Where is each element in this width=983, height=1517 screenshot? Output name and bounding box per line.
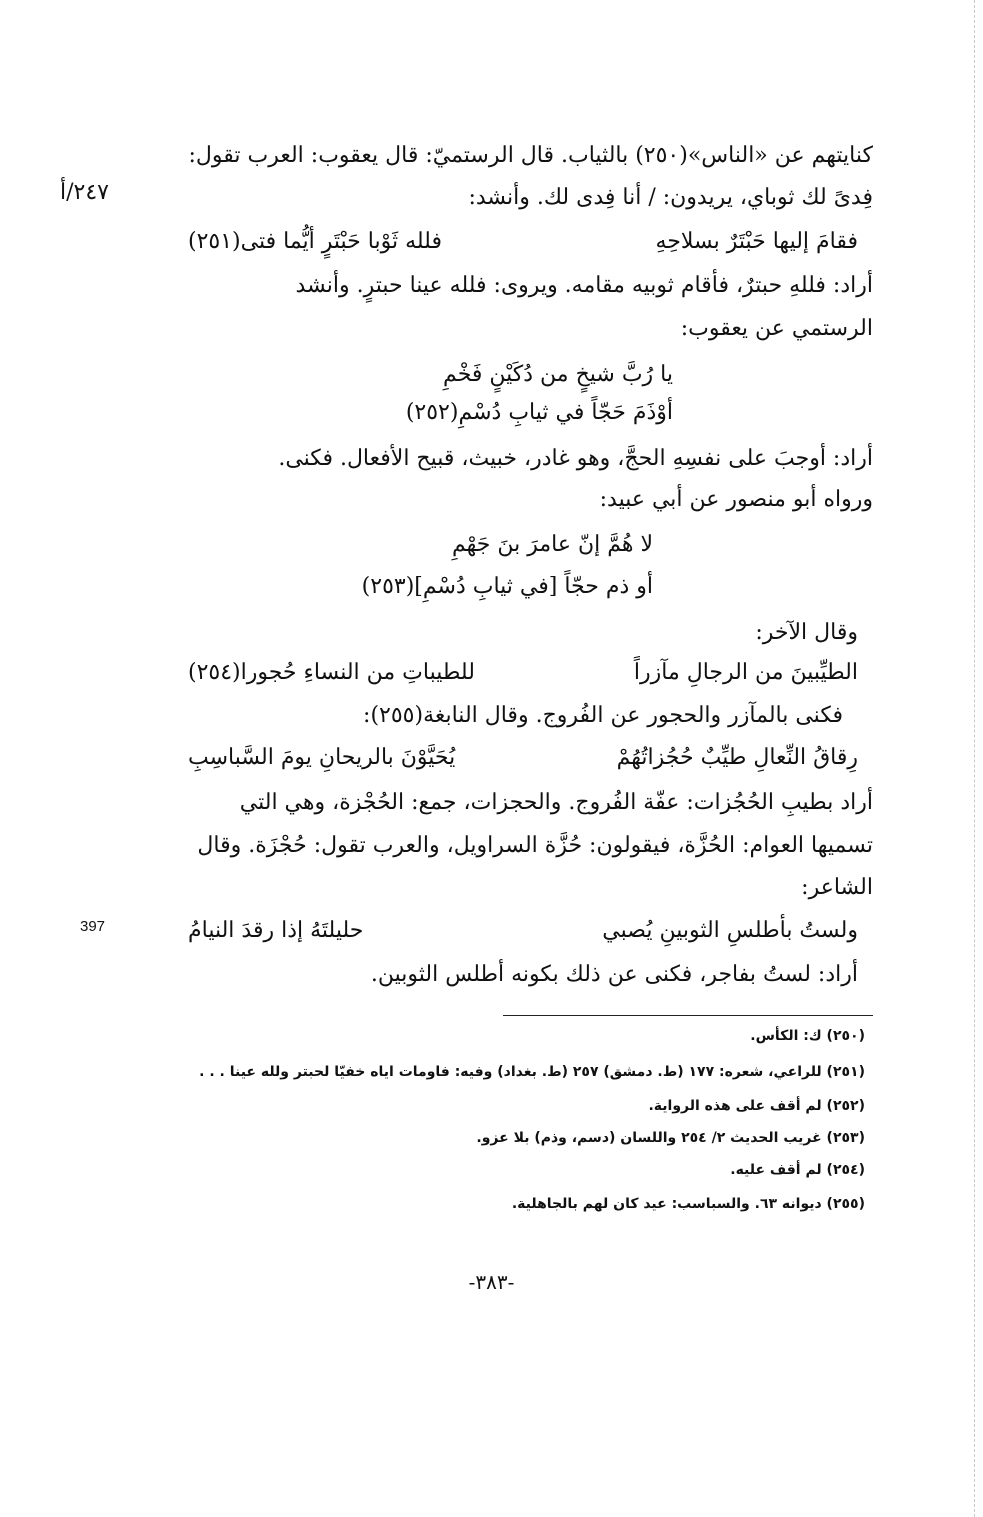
verse-2-second-hemistich: للطيباتِ من النساءِ حُجورا(٢٥٤) xyxy=(188,660,475,685)
body-line-6: ورواه أبو منصور عن أبي عبيد: xyxy=(599,487,873,512)
rajaz-line-4: أو ذم حجّاً [في ثيابِ دُسْمِ](٢٥٣) xyxy=(361,574,653,599)
body-line-8: فكنى بالمآزر والحجور عن الفُروج. وقال النابغة(٢٥٥): xyxy=(363,703,843,728)
body-line-1: كنايتهم عن «الناس»(٢٥٠) بالثياب. قال الرستميّ: قال يعقوب: العرب تقول: xyxy=(188,143,873,168)
margin-folio-reference: ٢٤٧/أ xyxy=(60,180,109,205)
body-line-3: أراد: فللهِ حبترٌ، فأقام ثوبيه مقامه. ويروى: فلله عينا حبترٍ. وأنشد xyxy=(295,273,873,298)
verse-2 xyxy=(188,660,858,686)
verse-1 xyxy=(188,229,858,255)
rajaz-line-2: أوْذَمَ حَجّاً في ثيابِ دُسْمِ(٢٥٢) xyxy=(405,400,673,425)
body-line-2: فِدىً لك ثوباي، يريدون: / أنا فِدى لك. وأنشد: xyxy=(468,185,873,210)
body-line-12: أراد: لستُ بفاجر، فكنى عن ذلك بكونه أطلس الثوبين. xyxy=(370,962,858,987)
verse-4-first-hemistich: ولستُ بأطلسِ الثوبينِ يُصبي xyxy=(602,918,858,943)
footnote-252: (٢٥٢) لم أقف على هذه الرواية. xyxy=(648,1098,865,1114)
verse-4-second-hemistich: حليلتَهُ إذا رقدَ النيامُ xyxy=(188,918,364,943)
verse-3-first-hemistich: رِقاقُ النِّعالِ طيِّبٌ حُجُزاتُهُمْ xyxy=(616,745,858,770)
footnote-255: (٢٥٥) ديوانه ٦٣. والسباسب: عيد كان لهم بالجاهلية. xyxy=(511,1196,865,1212)
verse-3-second-hemistich: يُحَيَّوْنَ بالريحانِ يومَ السَّباسِبِ xyxy=(188,745,456,770)
footnote-251: (٢٥١) للراعي، شعره: ١٧٧ (ط. دمشق) ٢٥٧ (ط. بغداد) وفيه: فاومات اياه خفيّا لحبتر ولله عينا . . . xyxy=(199,1064,865,1080)
body-line-10: تسميها العوام: الحُزَّة، فيقولون: حُزَّة السراويل، والعرب تقول: حُجْزَة. وقال xyxy=(197,833,873,858)
verse-3 xyxy=(188,745,858,771)
verse-1-first-hemistich: فقامَ إليها حَبْتَرٌ بسلاحِهِ xyxy=(655,229,858,254)
verse-2-first-hemistich: الطيِّبينَ من الرجالِ مآزراً xyxy=(633,660,858,685)
page-number: -٣٨٣- xyxy=(468,1270,515,1294)
scan-page-number: 397 xyxy=(80,918,106,935)
rajaz-line-3: لا هُمَّ إنّ عامرَ بنَ جَهْمِ xyxy=(451,532,653,557)
footnote-250: (٢٥٠) ك: الكأس. xyxy=(750,1028,865,1044)
footnote-253: (٢٥٣) غريب الحديث ٢/ ٢٥٤ واللسان (دسم، وذم) بلا عزو. xyxy=(476,1130,865,1146)
body-line-4: الرستمي عن يعقوب: xyxy=(680,316,873,341)
footnote-separator xyxy=(503,1015,873,1016)
body-line-11: الشاعر: xyxy=(801,875,873,900)
rajaz-line-1: يا رُبَّ شيخٍ من دُكَيْنٍ فَخْمِ xyxy=(443,362,673,387)
verse-4 xyxy=(188,918,858,944)
body-line-5: أراد: أوجبَ على نفسِهِ الحجَّ، وهو غادر، خبيث، قبيح الأفعال. فكنى. xyxy=(278,446,873,471)
body-line-7: وقال الآخر: xyxy=(755,620,858,645)
footnote-254: (٢٥٤) لم أقف عليه. xyxy=(730,1162,865,1178)
verse-1-second-hemistich: فلله ثَوْبا حَبْتَرٍ أيُّما فتى(٢٥١) xyxy=(188,229,442,254)
body-line-9: أراد بطيبِ الحُجُزات: عفّة الفُروج. والحجزات، جمع: الحُجْزة، وهي التي xyxy=(239,790,873,815)
